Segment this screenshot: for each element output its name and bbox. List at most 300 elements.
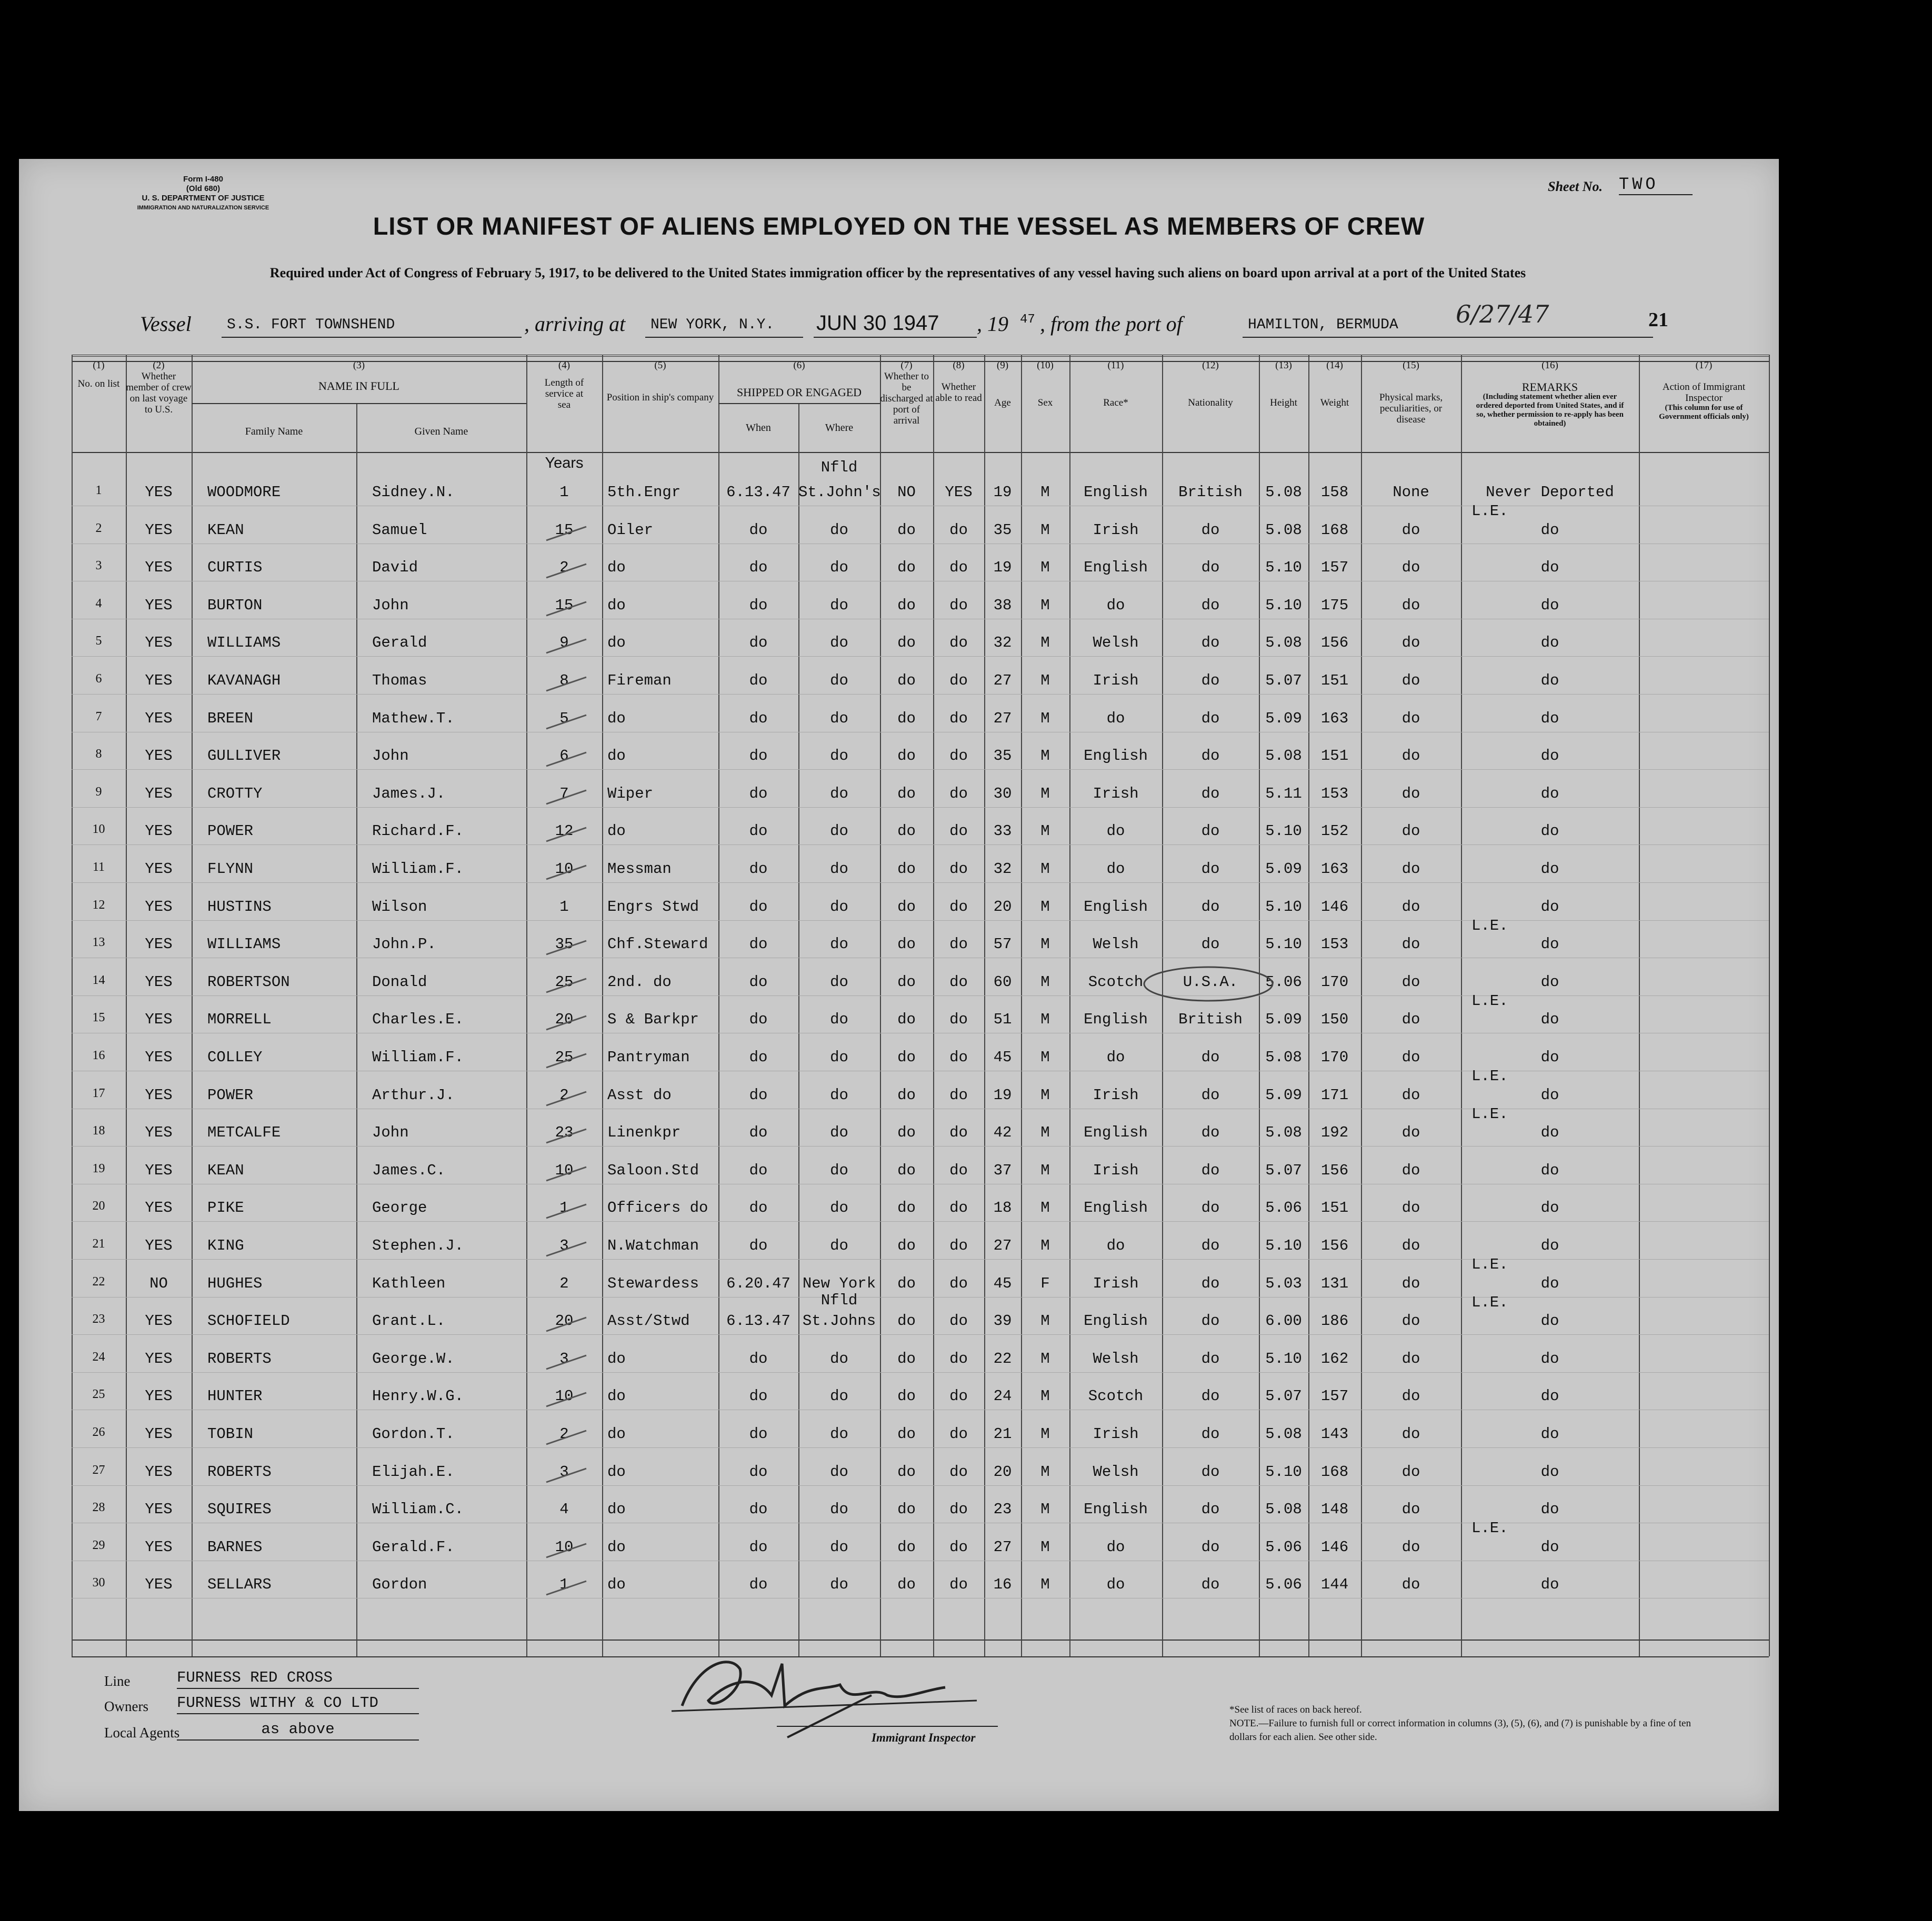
cell-remarks: do xyxy=(1540,521,1559,539)
cell-where: do xyxy=(830,1049,848,1066)
col-2-header: (2) Whether member of crew on last voyage to U.S. xyxy=(126,360,192,415)
cell-age: 57 xyxy=(993,936,1012,953)
cell-sex: M xyxy=(1040,1425,1050,1443)
cell-race: do xyxy=(1106,1576,1125,1594)
cell-where: do xyxy=(830,822,848,840)
cell-weight: 168 xyxy=(1320,521,1349,539)
cell-race: English xyxy=(1084,1124,1148,1142)
owners-label: Owners xyxy=(104,1698,148,1714)
cell-age: 18 xyxy=(993,1199,1012,1217)
cell-position: Asst do xyxy=(607,1086,672,1104)
cell-when: do xyxy=(749,559,768,577)
cell-position: do xyxy=(607,596,626,614)
cell-marks: do xyxy=(1402,672,1420,689)
cell-race: English xyxy=(1084,1199,1148,1217)
cell-remarks: do xyxy=(1540,1049,1559,1066)
cell-family: COLLEY xyxy=(207,1049,263,1066)
col-15-header: (15) Physical marks, peculiarities, or disease xyxy=(1379,360,1443,425)
cell-weight: 150 xyxy=(1320,1011,1349,1029)
cell-no: 28 xyxy=(92,1501,105,1515)
row-rule xyxy=(72,1259,1769,1260)
check-mark xyxy=(545,560,587,581)
cell-service: 1 xyxy=(559,484,569,501)
cell-position: do xyxy=(607,1463,626,1481)
cell-read: do xyxy=(949,1387,968,1405)
cell-disch: do xyxy=(897,709,916,727)
cell-disch: do xyxy=(897,634,916,652)
cell-nat: do xyxy=(1201,785,1220,802)
check-mark xyxy=(545,861,587,882)
cell-position: do xyxy=(607,1350,626,1367)
cell-prev: YES xyxy=(145,860,173,878)
cell-prev: YES xyxy=(145,1011,173,1029)
cell-weight: 153 xyxy=(1320,936,1349,953)
cell-family: FLYNN xyxy=(207,860,254,878)
cell-race: Scotch xyxy=(1088,1387,1144,1405)
cell-marks: do xyxy=(1402,1463,1420,1481)
cell-family: PIKE xyxy=(207,1199,244,1217)
row-rule xyxy=(72,694,1769,695)
cell-read: do xyxy=(949,785,968,802)
cell-age: 19 xyxy=(993,484,1012,501)
cell-family: GULLIVER xyxy=(207,747,281,765)
cell-given: James.J. xyxy=(372,785,446,802)
cell-where: do xyxy=(830,1011,848,1029)
line-label: Line xyxy=(104,1673,131,1689)
cell-height: 5.09 xyxy=(1265,1011,1302,1029)
cell-disch: do xyxy=(897,1463,916,1481)
cell-service: 5 xyxy=(559,709,569,727)
cell-service: 35 xyxy=(555,936,574,953)
cell-service: 7 xyxy=(559,785,569,802)
cell-no: 21 xyxy=(92,1237,105,1251)
cell-remarks: do xyxy=(1540,1274,1559,1292)
cell-sex: M xyxy=(1040,936,1050,953)
cell-read: do xyxy=(949,1011,968,1029)
cell-where: do xyxy=(830,1237,848,1254)
cell-sex: F xyxy=(1040,1274,1050,1292)
cell-where: St.Johns xyxy=(802,1312,876,1330)
cell-given: John xyxy=(372,747,409,765)
cell-prev: YES xyxy=(145,898,173,916)
cell-disch: do xyxy=(897,596,916,614)
cell-sex: M xyxy=(1040,1124,1050,1142)
cell-no: 15 xyxy=(92,1011,105,1025)
cell-nat: do xyxy=(1201,634,1220,652)
cell-marks: do xyxy=(1402,1011,1420,1029)
cell-weight: 131 xyxy=(1320,1274,1349,1292)
cell-marks: do xyxy=(1402,1350,1420,1367)
cell-height: 5.10 xyxy=(1265,936,1302,953)
cell-nat: do xyxy=(1201,1576,1220,1594)
check-mark xyxy=(545,522,587,544)
cell-service: 2 xyxy=(559,1274,569,1292)
cell-prev: YES xyxy=(145,1199,173,1217)
cell-when: do xyxy=(749,747,768,765)
check-mark xyxy=(545,1088,587,1109)
cell-weight: 143 xyxy=(1320,1425,1349,1443)
cell-read: do xyxy=(949,1199,968,1217)
cell-family: KAVANAGH xyxy=(207,672,281,689)
cell-marks: do xyxy=(1402,1312,1420,1330)
cell-position: Pantryman xyxy=(607,1049,690,1066)
cell-prev: YES xyxy=(145,1086,173,1104)
cell-when: do xyxy=(749,1387,768,1405)
cell-weight: 168 xyxy=(1320,1463,1349,1481)
cell-race: English xyxy=(1084,1312,1148,1330)
cell-read: do xyxy=(949,1237,968,1254)
cell-when: do xyxy=(749,1538,768,1556)
cell-remarks: do xyxy=(1540,1463,1559,1481)
cell-race: English xyxy=(1084,1501,1148,1518)
cell-given: Wilson xyxy=(372,898,427,916)
check-mark xyxy=(545,1012,587,1033)
cell-read: do xyxy=(949,521,968,539)
cell-where: do xyxy=(830,1199,848,1217)
cell-disch: do xyxy=(897,822,916,840)
cell-age: 39 xyxy=(993,1312,1012,1330)
cell-height: 5.07 xyxy=(1265,1161,1302,1179)
cell-sex: M xyxy=(1040,1199,1050,1217)
cell-age: 32 xyxy=(993,860,1012,878)
cell-position: Oiler xyxy=(607,521,654,539)
le-annotation: L.E. xyxy=(1471,992,1508,1010)
le-annotation: L.E. xyxy=(1471,1068,1508,1085)
nfld-note: Nfld xyxy=(820,459,858,476)
cell-family: BURTON xyxy=(207,596,263,614)
cell-read: do xyxy=(949,1049,968,1066)
cell-no: 20 xyxy=(92,1199,105,1213)
cell-prev: YES xyxy=(145,672,173,689)
cell-where: do xyxy=(830,1161,848,1179)
check-mark xyxy=(545,1050,587,1071)
cell-no: 9 xyxy=(95,785,102,799)
form-identifier xyxy=(103,175,303,213)
cell-disch: do xyxy=(897,1387,916,1405)
cell-when: 6.13.47 xyxy=(726,484,790,501)
cell-height: 6.00 xyxy=(1265,1312,1302,1330)
check-mark xyxy=(545,974,587,995)
cell-read: do xyxy=(949,1463,968,1481)
cell-no: 8 xyxy=(95,747,102,761)
cell-marks: do xyxy=(1402,559,1420,577)
inspector-label: Immigrant Inspector xyxy=(872,1731,976,1744)
cell-where: do xyxy=(830,973,848,991)
form-number: Form I-480 xyxy=(183,175,223,184)
check-mark xyxy=(545,1540,587,1561)
cell-position: Chf.Steward xyxy=(607,936,708,953)
cell-family: KING xyxy=(207,1237,244,1254)
cell-weight: 170 xyxy=(1320,973,1349,991)
cell-no: 19 xyxy=(92,1161,105,1175)
col-12-header: (12) Nationality xyxy=(1188,360,1233,408)
cell-given: Gerald xyxy=(372,634,427,652)
cell-remarks: do xyxy=(1540,1538,1559,1556)
le-annotation: L.E. xyxy=(1471,502,1508,520)
cell-no: 16 xyxy=(92,1049,105,1062)
check-mark xyxy=(545,711,587,732)
cell-remarks: do xyxy=(1540,559,1559,577)
cell-sex: M xyxy=(1040,898,1050,916)
cell-age: 51 xyxy=(993,1011,1012,1029)
cell-age: 38 xyxy=(993,596,1012,614)
cell-race: Welsh xyxy=(1093,634,1139,652)
cell-no: 27 xyxy=(92,1463,105,1477)
cell-disch: do xyxy=(897,1124,916,1142)
cell-age: 37 xyxy=(993,1161,1012,1179)
cell-read: do xyxy=(949,1501,968,1518)
handwritten-date: 6/27/47 xyxy=(1456,300,1549,328)
cell-disch: do xyxy=(897,973,916,991)
cell-age: 33 xyxy=(993,822,1012,840)
cell-service: 20 xyxy=(555,1011,574,1029)
cell-marks: do xyxy=(1402,1387,1420,1405)
cell-nat: do xyxy=(1201,936,1220,953)
cell-race: Irish xyxy=(1093,785,1139,802)
col-6-header: (6) SHIPPED OR ENGAGED xyxy=(736,360,862,399)
cell-read: do xyxy=(949,936,968,953)
document-title: LIST OR MANIFEST OF ALIENS EMPLOYED ON THE VESSEL AS MEMBERS OF CREW xyxy=(373,212,1425,240)
cell-marks: do xyxy=(1402,860,1420,878)
owners-value: FURNESS WITHY & CO LTD xyxy=(177,1694,419,1714)
cell-disch: do xyxy=(897,1312,916,1330)
cell-race: Irish xyxy=(1093,521,1139,539)
cell-marks: do xyxy=(1402,898,1420,916)
cell-read: do xyxy=(949,747,968,765)
cell-height: 5.07 xyxy=(1265,672,1302,689)
cell-disch: do xyxy=(897,521,916,539)
cell-family: WILLIAMS xyxy=(207,634,281,652)
voyage-line xyxy=(140,300,1708,343)
cell-weight: 146 xyxy=(1320,898,1349,916)
cell-nat: do xyxy=(1201,1086,1220,1104)
cell-prev: YES xyxy=(145,1049,173,1066)
cell-when: do xyxy=(749,1237,768,1254)
cell-given: Richard.F. xyxy=(372,822,464,840)
cell-when: do xyxy=(749,1124,768,1142)
cell-given: Henry.W.G. xyxy=(372,1387,464,1405)
cell-family: ROBERTSON xyxy=(207,973,290,991)
cell-height: 5.09 xyxy=(1265,860,1302,878)
cell-race: English xyxy=(1084,484,1148,501)
cell-height: 5.10 xyxy=(1265,1463,1302,1481)
col-13-header: (13) Height xyxy=(1270,360,1297,408)
cell-position: do xyxy=(607,634,626,652)
cell-service: 3 xyxy=(559,1237,569,1254)
cell-prev: YES xyxy=(145,709,173,727)
cell-nat: do xyxy=(1201,1463,1220,1481)
cell-nat: do xyxy=(1201,1124,1220,1142)
cell-nat: do xyxy=(1201,747,1220,765)
penalty-note: NOTE.—Failure to furnish full or correct information in columns (3), (5), (6), and (7) is punishable by a fine of ten dollars for each alien. See other side. xyxy=(1229,1718,1691,1743)
cell-weight: 192 xyxy=(1320,1124,1349,1142)
cell-weight: 162 xyxy=(1320,1350,1349,1367)
cell-sex: M xyxy=(1040,709,1050,727)
cell-weight: 163 xyxy=(1320,860,1349,878)
crew-table xyxy=(72,355,1769,1656)
le-annotation: L.E. xyxy=(1471,917,1508,934)
cell-when: do xyxy=(749,1086,768,1104)
cell-race: do xyxy=(1106,1538,1125,1556)
cell-nat: do xyxy=(1201,1425,1220,1443)
sheet-number-value: TWO xyxy=(1619,175,1693,195)
cell-sex: M xyxy=(1040,1312,1050,1330)
cell-given: Thomas xyxy=(372,672,427,689)
cell-when: do xyxy=(749,1501,768,1518)
cell-weight: 144 xyxy=(1320,1576,1349,1594)
cell-sex: M xyxy=(1040,747,1050,765)
cell-prev: YES xyxy=(145,973,173,991)
cell-given: George xyxy=(372,1199,427,1217)
cell-no: 2 xyxy=(95,521,102,535)
cell-family: POWER xyxy=(207,822,254,840)
cell-remarks: do xyxy=(1540,1501,1559,1518)
cell-when: 6.20.47 xyxy=(726,1274,790,1292)
cell-read: do xyxy=(949,898,968,916)
cell-remarks: do xyxy=(1540,672,1559,689)
cell-no: 11 xyxy=(92,860,105,874)
row-rule xyxy=(72,844,1769,845)
cell-service: 6 xyxy=(559,747,569,765)
cell-no: 17 xyxy=(92,1086,105,1100)
cell-sex: M xyxy=(1040,634,1050,652)
service-name: IMMIGRATION AND NATURALIZATION SERVICE xyxy=(137,205,269,211)
check-mark xyxy=(545,1426,587,1447)
cell-sex: M xyxy=(1040,860,1050,878)
cell-where: do xyxy=(830,634,848,652)
cell-service: 20 xyxy=(555,1312,574,1330)
check-mark xyxy=(545,673,587,694)
cell-race: do xyxy=(1106,596,1125,614)
manifest-sheet xyxy=(19,159,1779,1811)
col-11-header: (11) Race* xyxy=(1103,360,1128,408)
cell-sex: M xyxy=(1040,973,1050,991)
cell-remarks: do xyxy=(1540,596,1559,614)
cell-no: 4 xyxy=(95,596,102,610)
cell-when: do xyxy=(749,1011,768,1029)
cell-position: do xyxy=(607,1501,626,1518)
cell-no: 25 xyxy=(92,1387,105,1402)
cell-prev: YES xyxy=(145,1387,173,1405)
cell-when: do xyxy=(749,1049,768,1066)
cell-no: 7 xyxy=(95,709,102,723)
cell-when: do xyxy=(749,1161,768,1179)
check-mark xyxy=(545,786,587,807)
cell-age: 60 xyxy=(993,973,1012,991)
cell-weight: 148 xyxy=(1320,1501,1349,1518)
cell-age: 35 xyxy=(993,521,1012,539)
cell-weight: 175 xyxy=(1320,596,1349,614)
check-mark xyxy=(545,1200,587,1221)
cell-marks: None xyxy=(1393,484,1429,501)
cell-family: TOBIN xyxy=(207,1425,254,1443)
cell-remarks: do xyxy=(1540,1387,1559,1405)
row-rule xyxy=(72,920,1769,921)
cell-read: do xyxy=(949,822,968,840)
cell-where: do xyxy=(830,559,848,577)
cell-race: Welsh xyxy=(1093,936,1139,953)
cell-position: 5th.Engr xyxy=(607,484,681,501)
col-16-header: (16) REMARKS (Including statement whether alien ever ordered deported from United States, and if so, whether permission to re-apply has been obtained) xyxy=(1476,360,1624,428)
row-rule xyxy=(72,1447,1769,1448)
from-port-label: , from the port of xyxy=(1040,312,1183,336)
cell-given: John.P. xyxy=(372,936,436,953)
cell-given: Stephen.J. xyxy=(372,1237,464,1254)
cell-age: 24 xyxy=(993,1387,1012,1405)
cell-prev: YES xyxy=(145,747,173,765)
col-1-header: (1) No. on list xyxy=(77,360,120,389)
cell-no: 3 xyxy=(95,559,102,573)
cell-position: S & Barkpr xyxy=(607,1011,699,1029)
cell-race: English xyxy=(1084,559,1148,577)
cell-given: Arthur.J. xyxy=(372,1086,455,1104)
cell-age: 19 xyxy=(993,1086,1012,1104)
row-rule xyxy=(72,656,1769,657)
cell-sex: M xyxy=(1040,672,1050,689)
cell-marks: do xyxy=(1402,1161,1420,1179)
cell-age: 20 xyxy=(993,898,1012,916)
cell-height: 5.06 xyxy=(1265,1576,1302,1594)
cell-read: do xyxy=(949,860,968,878)
cell-sex: M xyxy=(1040,596,1050,614)
check-mark xyxy=(545,635,587,656)
cell-remarks: do xyxy=(1540,1237,1559,1254)
cell-position: Wiper xyxy=(607,785,654,802)
cell-read: do xyxy=(949,596,968,614)
cell-race: Welsh xyxy=(1093,1463,1139,1481)
cell-nat: do xyxy=(1201,822,1220,840)
check-mark xyxy=(545,1351,587,1372)
cell-nat: do xyxy=(1201,860,1220,878)
cell-sex: M xyxy=(1040,1538,1050,1556)
cell-disch: do xyxy=(897,1199,916,1217)
cell-given: William.C. xyxy=(372,1501,464,1518)
cell-position: do xyxy=(607,747,626,765)
cell-family: METCALFE xyxy=(207,1124,281,1142)
cell-family: POWER xyxy=(207,1086,254,1104)
cell-position: do xyxy=(607,709,626,727)
cell-age: 21 xyxy=(993,1425,1012,1443)
check-mark xyxy=(545,748,587,769)
arriving-label: , arriving at xyxy=(524,312,626,336)
cell-given: Samuel xyxy=(372,521,427,539)
cell-remarks: do xyxy=(1540,1086,1559,1104)
cell-sex: M xyxy=(1040,521,1050,539)
cell-no: 12 xyxy=(92,898,105,912)
cell-given: Elijah.E. xyxy=(372,1463,455,1481)
cell-no: 1 xyxy=(95,484,102,497)
cell-prev: YES xyxy=(145,1350,173,1367)
cell-prev: YES xyxy=(145,521,173,539)
cell-nat: do xyxy=(1201,1274,1220,1292)
cell-remarks: do xyxy=(1540,1124,1559,1142)
cell-family: CURTIS xyxy=(207,559,263,577)
cell-family: KEAN xyxy=(207,521,244,539)
cell-marks: do xyxy=(1402,785,1420,802)
cell-weight: 158 xyxy=(1320,484,1349,501)
cell-no: 22 xyxy=(92,1274,105,1289)
date-stamp: JUN 30 1947 xyxy=(816,311,939,335)
footnote xyxy=(1229,1703,1703,1744)
le-annotation: L.E. xyxy=(1471,1520,1508,1537)
cell-remarks: do xyxy=(1540,1161,1559,1179)
cell-height: 5.09 xyxy=(1265,709,1302,727)
cell-height: 5.10 xyxy=(1265,1237,1302,1254)
cell-race: Irish xyxy=(1093,672,1139,689)
cell-where: do xyxy=(830,1387,848,1405)
cell-given: John xyxy=(372,596,409,614)
cell-service: 10 xyxy=(555,860,574,878)
